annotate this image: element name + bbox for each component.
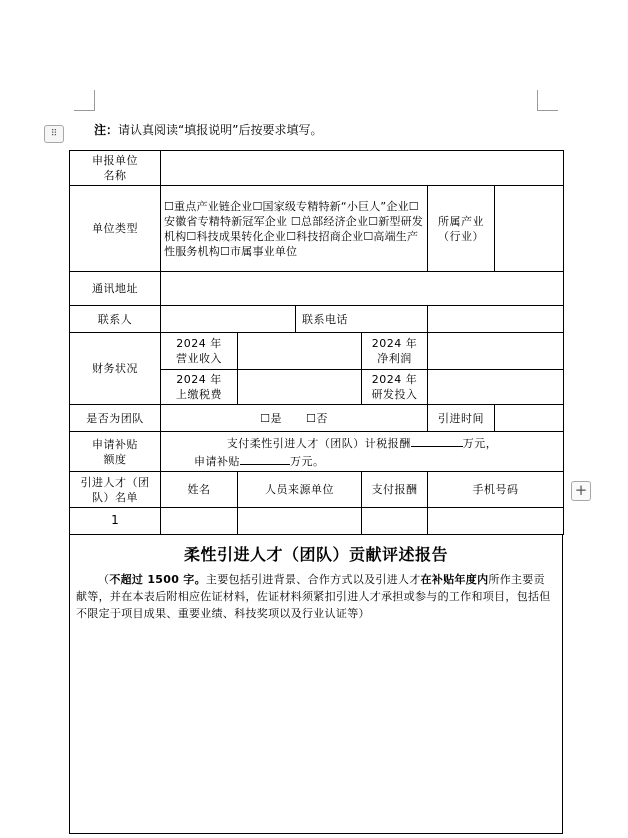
applicant-name-label: 申报单位 名称 (70, 151, 161, 186)
subsidy-statement (161, 432, 564, 472)
profit-label: 2024 年 净利润 (362, 333, 428, 369)
col-name: 姓名 (161, 472, 238, 507)
unit-type-option[interactable]: ☐国家级专精特新“小巨人”企业 (252, 199, 409, 213)
desc-open: （ (98, 573, 110, 586)
col-source-unit: 人员来源单位 (238, 472, 362, 507)
intro-time-label: 引进时间 (428, 404, 495, 431)
contact-field[interactable] (161, 306, 296, 333)
contact-label: 联系人 (70, 306, 161, 333)
subsidy-amount-blank[interactable] (240, 452, 290, 465)
row-name-cell[interactable] (161, 507, 238, 534)
unit-type-option[interactable]: ☐科技成果转化企业 (186, 229, 287, 243)
add-row-icon[interactable]: + (571, 481, 591, 501)
unit-type-option[interactable]: ☐市属事业单位 (220, 244, 298, 258)
subsidy-text-c: 申请补贴 (194, 454, 240, 468)
desc-word-limit: 不超过 1500 字。 (109, 573, 206, 586)
page-margin-mark-right (537, 90, 558, 111)
note-prefix: 注： (94, 123, 119, 137)
tax-field[interactable] (238, 369, 362, 404)
unit-type-option[interactable]: ☐科技招商企业 (286, 229, 364, 243)
desc-part-2: 所作主要贡献等，并在本表后附相应佐证材料，佐证材料须紧扣引进人才承担或参与的工作和项目，包括但不限定于项目成果、重要业绩、科技奖项以及行业认证等） (76, 573, 551, 620)
unit-type-label: 单位类型 (70, 186, 161, 272)
row-pay-cell[interactable] (362, 507, 428, 534)
subsidy-text-a: 支付柔性引进人才（团队）计税报酬 (226, 436, 411, 450)
unit-type-options (161, 186, 428, 272)
col-mobile: 手机号码 (428, 472, 564, 507)
address-label: 通讯地址 (70, 271, 161, 305)
team-label: 是否为团队 (70, 404, 161, 431)
row-index: 1 (70, 507, 161, 534)
table-move-handle-icon[interactable]: ⠿ (44, 125, 64, 143)
revenue-field[interactable] (238, 333, 362, 369)
unit-type-option[interactable]: ☐总部经济企业 (290, 214, 369, 228)
rd-label: 2024 年 研发投入 (362, 369, 428, 404)
taxable-pay-blank[interactable] (411, 434, 463, 447)
unit-type-option[interactable]: ☐安徽省专精特新冠军企业 (164, 199, 419, 228)
finance-label: 财务状况 (70, 333, 161, 405)
phone-label: 联系电话 (296, 306, 428, 333)
application-form-table (69, 150, 564, 535)
subsidy-text-b: 万元， (462, 436, 498, 450)
unit-type-option[interactable]: ☐新型研发机构 (164, 214, 424, 243)
rd-field[interactable] (428, 369, 564, 404)
note-text: 请认真阅读“填报说明”后按要求填写。 (118, 123, 323, 137)
report-description (76, 571, 556, 622)
fill-in-note (94, 121, 322, 138)
col-pay: 支付报酬 (362, 472, 428, 507)
page-margin-mark-left (74, 90, 95, 111)
row-source-cell[interactable] (238, 507, 362, 534)
revenue-label: 2024 年 营业收入 (161, 333, 238, 369)
subsidy-label: 申请补贴 额度 (70, 432, 161, 472)
phone-field[interactable] (428, 306, 564, 333)
profit-field[interactable] (428, 333, 564, 369)
team-no-option[interactable]: ☐否 (305, 411, 328, 425)
talent-list-label: 引进人才（团 队）名单 (70, 472, 161, 507)
industry-label: 所属产业 （行业） (428, 186, 495, 272)
intro-time-field[interactable] (495, 404, 564, 431)
applicant-name-field[interactable] (161, 151, 564, 186)
tax-label: 2024 年 上缴税费 (161, 369, 238, 404)
unit-type-option[interactable]: ☐重点产业链企业 (164, 199, 253, 213)
team-options (161, 404, 428, 431)
address-field[interactable] (161, 271, 564, 305)
industry-field[interactable] (495, 186, 564, 272)
team-yes-option[interactable]: ☐是 (260, 411, 282, 425)
desc-emphasis: 在补贴年度内 (420, 573, 489, 586)
report-title: 柔性引进人才（团队）贡献评述报告 (183, 545, 448, 564)
row-mobile-cell[interactable] (428, 507, 564, 534)
unit-type-option[interactable]: ☐高端生产性服务机构 (164, 229, 419, 258)
contribution-report-box[interactable] (69, 534, 563, 834)
desc-part-1: 主要包括引进背景、合作方式以及引进人才 (205, 573, 421, 586)
subsidy-text-d: 万元。 (290, 454, 325, 468)
